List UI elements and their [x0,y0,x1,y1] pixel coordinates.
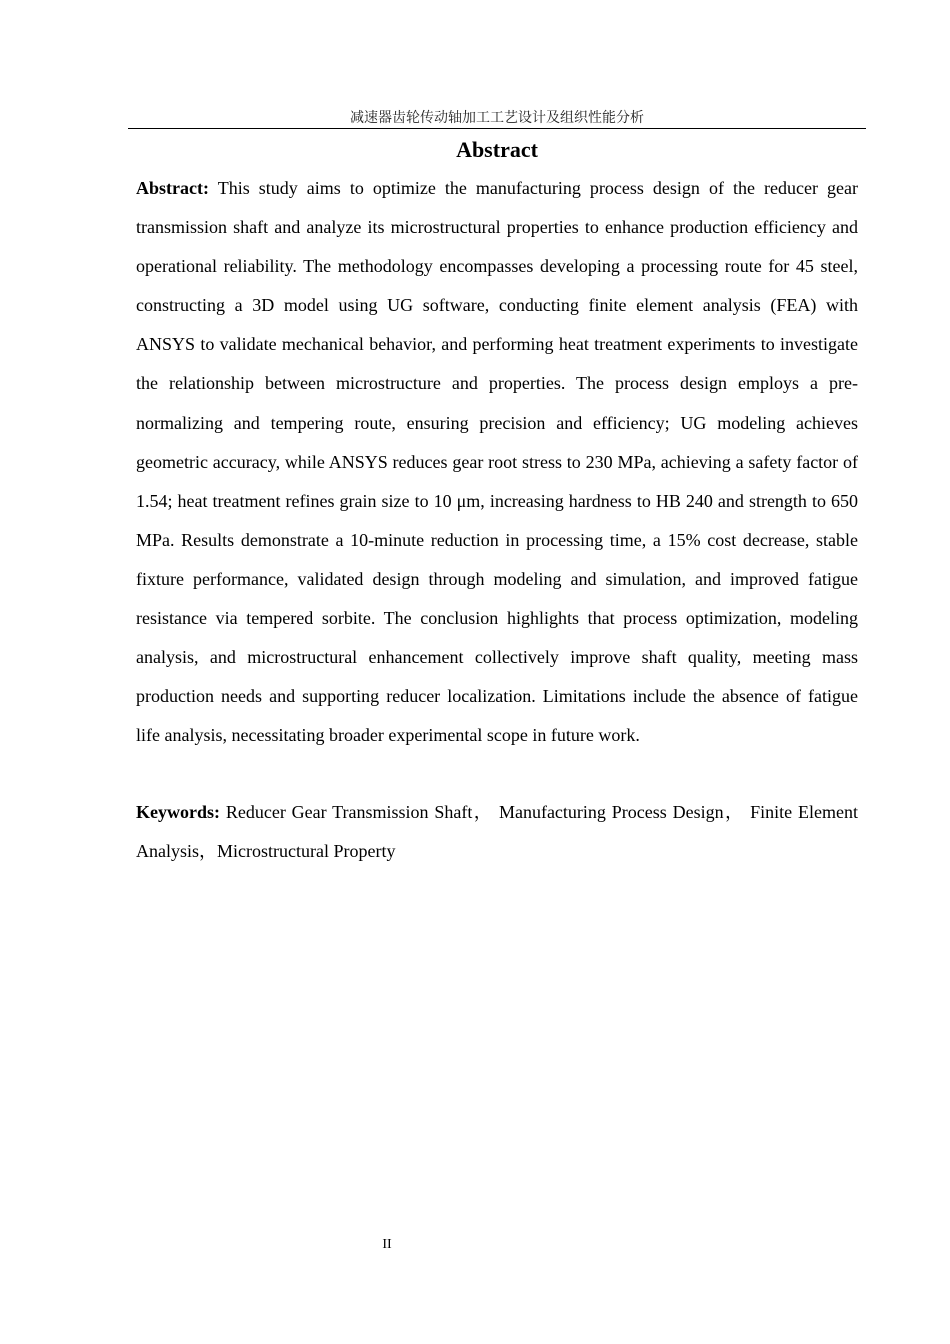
page-number: II [382,1237,392,1252]
keywords-label: Keywords: [136,802,220,822]
keywords-text: Reducer Gear Transmission Shaft， Manufacturing Process Design， Finite Element Analysis，Microstructural Property [136,802,859,862]
keywords-paragraph [136,793,858,871]
running-header: 减速器齿轮传动轴加工工艺设计及组织性能分析 [350,110,644,126]
abstract-paragraph [136,169,858,755]
section-title: Abstract [456,137,538,162]
abstract-label: Abstract: [136,178,209,198]
header-divider [128,128,866,129]
abstract-text: This study aims to optimize the manufacturing process design of the reducer gear transmission shaft and analyze its microstructural properties to enhance production efficiency and operational reliability. The methodology encompasses developing a processing route for 45 steel, constructing a 3D model using UG software, conducting finite element analysis (FEA) with ANSYS to validate mechanical behavior, and performing heat treatment experiments to investigate the relationship between microstructure and properties. The process design employs a pre-normalizing and tempering route, ensuring precision and efficiency; UG modeling achieves geometric accuracy, while ANSYS reduces gear root stress to 230 MPa, achieving a safety factor of 1.54; heat treatment refines grain size to 10 μm, increasing hardness to HB 240 and strength to 650 MPa. Results demonstrate a 10-minute reduction in processing time, a 15% cost decrease, stable fixture performance, validated design through modeling and simulation, and improved fatigue resistance via tempered sorbite. The conclusion highlights that process optimization, modeling analysis, and microstructural enhancement collectively improve shaft quality, meeting mass production needs and supporting reducer localization. Limitations include the absence of fatigue life analysis, necessitating broader experimental scope in future work. [136,178,858,746]
